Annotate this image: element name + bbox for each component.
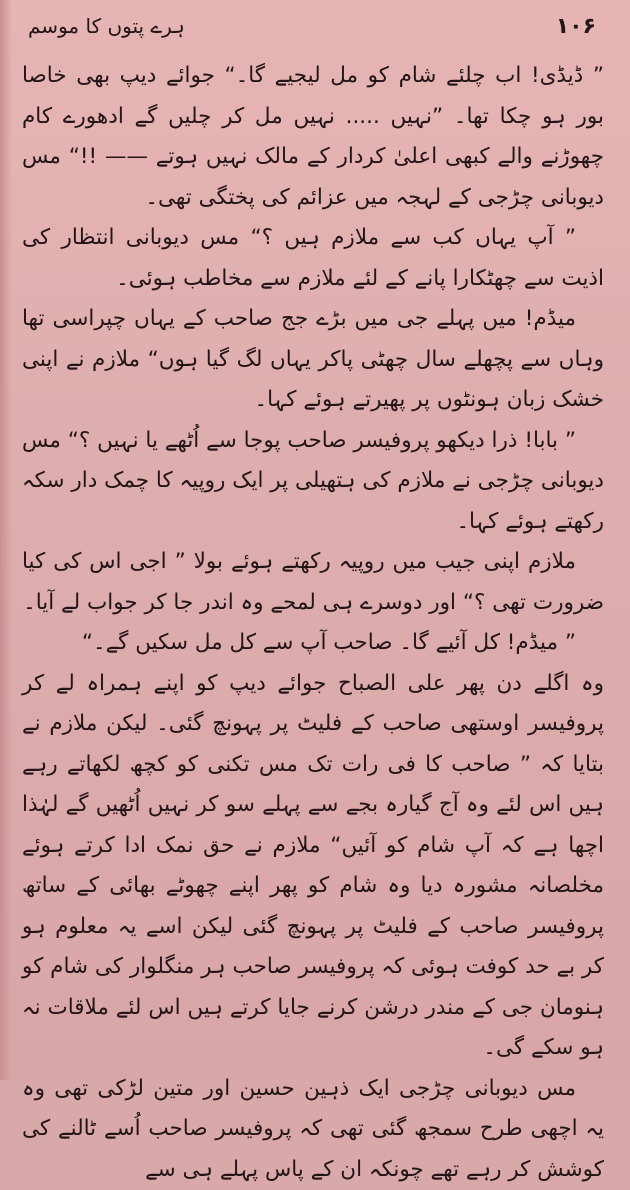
page-edge-shadow xyxy=(0,0,12,1080)
paragraph: ملازم اپنی جیب میں روپیہ رکھتے ہوئے بولا ” اجی اس کی کیا ضرورت تھی ؟“ اور دوسرے ہی لمحے وہ اندر جا کر جواب لے آیا۔ xyxy=(22,542,604,623)
page-header xyxy=(28,8,614,44)
paragraph: ” بابا! ذرا دیکھو پروفیسر صاحب پوجا سے اُٹھے یا نہیں ؟“ مس دیوبانی چڑجی نے ملازم کی ہتھیلی پر ایک روپیہ کا چمک دار سکہ رکھتے ہوئے کہا۔ xyxy=(22,421,604,543)
page-number: ۱۰۶ xyxy=(556,14,596,39)
body-text xyxy=(22,56,604,1070)
paragraph: ” ڈیڈی! اب چلئے شام کو مل لیجیے گا۔“ جوائے دیپ بھی خاصا بور ہو چکا تھا۔ ”نہیں ..... نہیں مل کر چلیں گے ادھورے کام چھوڑنے والے کبھی اعلیٰ کردار کے مالک نہیں ہوتے —— !!“ مس دیوبانی چڑجی کے لہجہ میں عزائم کی پختگی تھی۔ xyxy=(22,56,604,218)
paragraph: میڈم! میں پہلے جی میں بڑے جج صاحب کے یہاں چپراسی تھا وہاں سے پچھلے سال چھٹی پاکر یہاں لگ گیا ہوں“ ملازم نے اپنی خشک زبان ہونٹوں پر پھیرتے ہوئے کہا۔ xyxy=(22,299,604,421)
paragraph: ” آپ یہاں کب سے ملازم ہیں ؟“ مس دیوبانی انتظار کی اذیت سے چھٹکارا پانے کے لئے ملازم سے مخاطب ہوئی۔ xyxy=(22,218,604,299)
paragraph: وہ اگلے دن پھر علی الصباح جوائے دیپ کو اپنے ہمراہ لے کر پروفیسر اوستھی صاحب کے فلیٹ پر پہونچ گئی۔ لیکن ملازم نے بتایا کہ ” صاحب کا فی رات تک مس تکنی کو کچھ لکھاتے رہے ہیں اس لئے وہ آج گیارہ بجے سے پہلے سو کر نہیں اُٹھیں گے لہٰذا اچھا ہے کہ آپ شام کو آئیں“ ملازم نے حق نمک ادا کرتے ہوئے مخلصانہ مشورہ دیا وہ شام کو پھر اپنے چھوٹے بھائی کے ساتھ پروفیسر صاحب کے فلیٹ پر پہونچ گئی لیکن اسے یہ معلوم ہو کر بے حد کوفت ہوئی کہ پروفیسر صاحب ہر منگلوار کی شام کو ہنومان جی کے مندر درشن کرنے جایا کرتے ہیں اس لئے ملاقات نہ ہو سکے گی۔ xyxy=(22,664,604,1069)
paragraph: ” میڈم! کل آئیے گا۔ صاحب آپ سے کل مل سکیں گے۔“ xyxy=(22,623,604,664)
running-title: ہرے پتوں کا موسم xyxy=(28,14,185,38)
paragraph: مس دیوبانی چڑجی ایک ذہین حسین اور متین لڑکی تھی وہ یہ اچھی طرح سمجھ گئی تھی کہ پروفیسر صاحب اُسے ٹالنے کی کوشش کر رہے تھے چونکہ ان کے پاس پہلے ہی سے xyxy=(22,1069,604,1190)
